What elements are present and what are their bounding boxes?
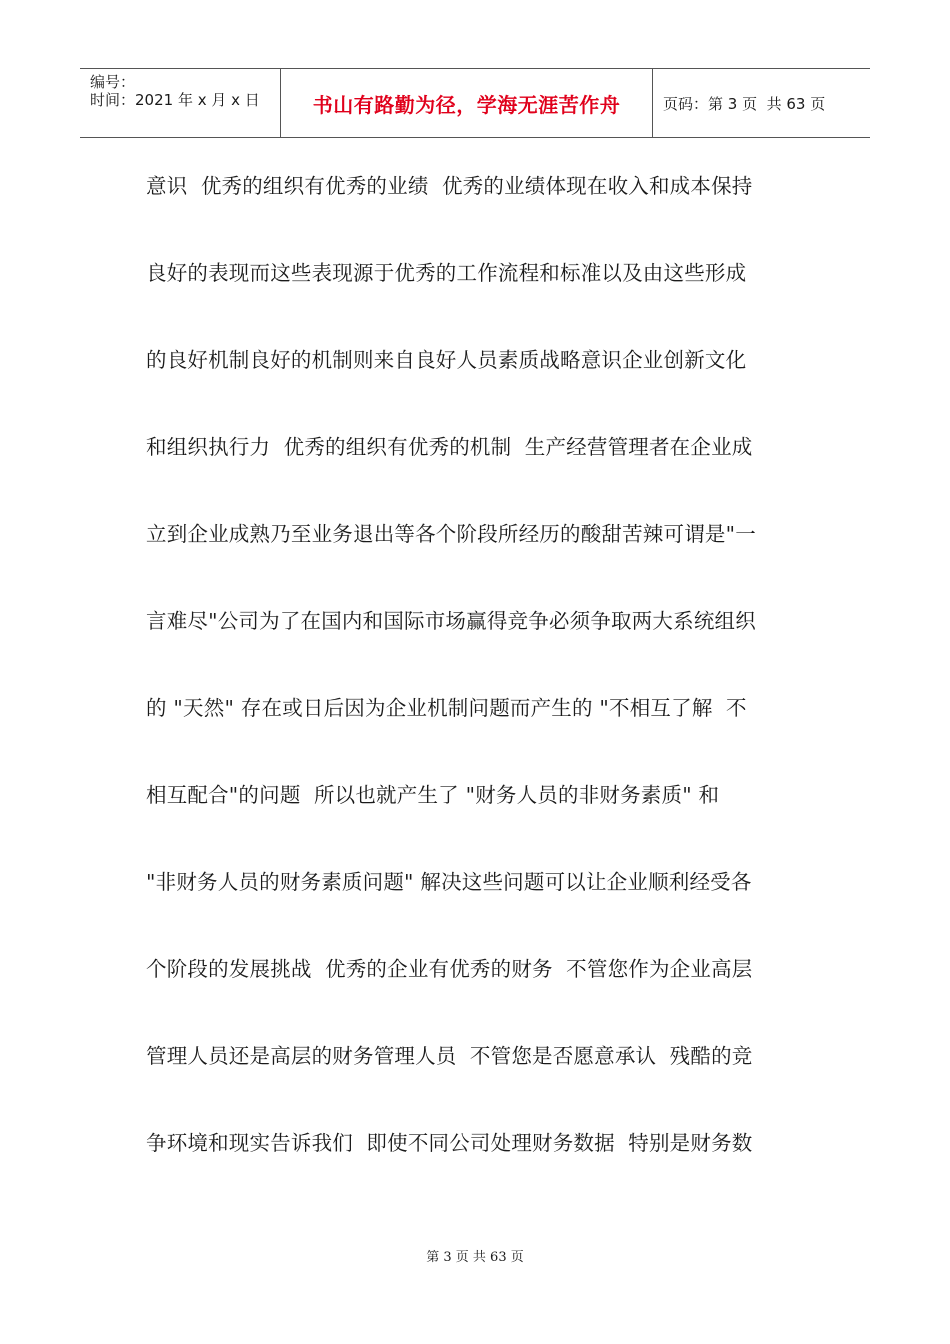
text-line: 争环境和现实告诉我们 即使不同公司处理财务数据 特别是财务数 <box>146 1131 753 1155</box>
text-line: 的 "天然" 存在或日后因为企业机制问题而产生的 "不相互了解 不 <box>146 696 747 720</box>
body-text <box>146 166 826 1210</box>
header-page-info: 页码：第 3 页 共 63 页 <box>663 94 826 113</box>
text-line: 个阶段的发展挑战 优秀的企业有优秀的财务 不管您作为企业高层 <box>146 957 753 981</box>
document-date-label: 时间：2021 年 x 月 x 日 <box>90 91 260 109</box>
text-line: 良好的表现而这些表现源于优秀的工作流程和标准以及由这些形成 <box>146 261 747 285</box>
text-line: 言难尽"公司为了在国内和国际市场赢得竞争必须争取两大系统组织 <box>146 609 756 633</box>
text-line: 和组织执行力 优秀的组织有优秀的机制 生产经营管理者在企业成 <box>146 435 753 459</box>
text-line: 相互配合"的问题 所以也就产生了 "财务人员的非财务素质" 和 <box>146 783 720 807</box>
text-line: 管理人员还是高层的财务管理人员 不管您是否愿意承认 残酷的竞 <box>146 1044 753 1068</box>
text-line: 的良好机制良好的机制则来自良好人员素质战略意识企业创新文化 <box>146 348 747 372</box>
header-motto: 书山有路勤为径，学海无涯苦作舟 <box>281 69 653 137</box>
document-header <box>80 68 870 138</box>
header-meta <box>80 69 281 137</box>
document-number-label: 编号： <box>90 73 136 91</box>
text-line: "非财务人员的财务素质问题" 解决这些问题可以让企业顺利经受各 <box>146 870 752 894</box>
page-footer: 第 3 页 共 63 页 <box>426 1250 524 1265</box>
text-line: 意识 优秀的组织有优秀的业绩 优秀的业绩体现在收入和成本保持 <box>146 174 753 198</box>
text-line: 立到企业成熟乃至业务退出等各个阶段所经历的酸甜苦辣可谓是"一 <box>146 522 756 546</box>
